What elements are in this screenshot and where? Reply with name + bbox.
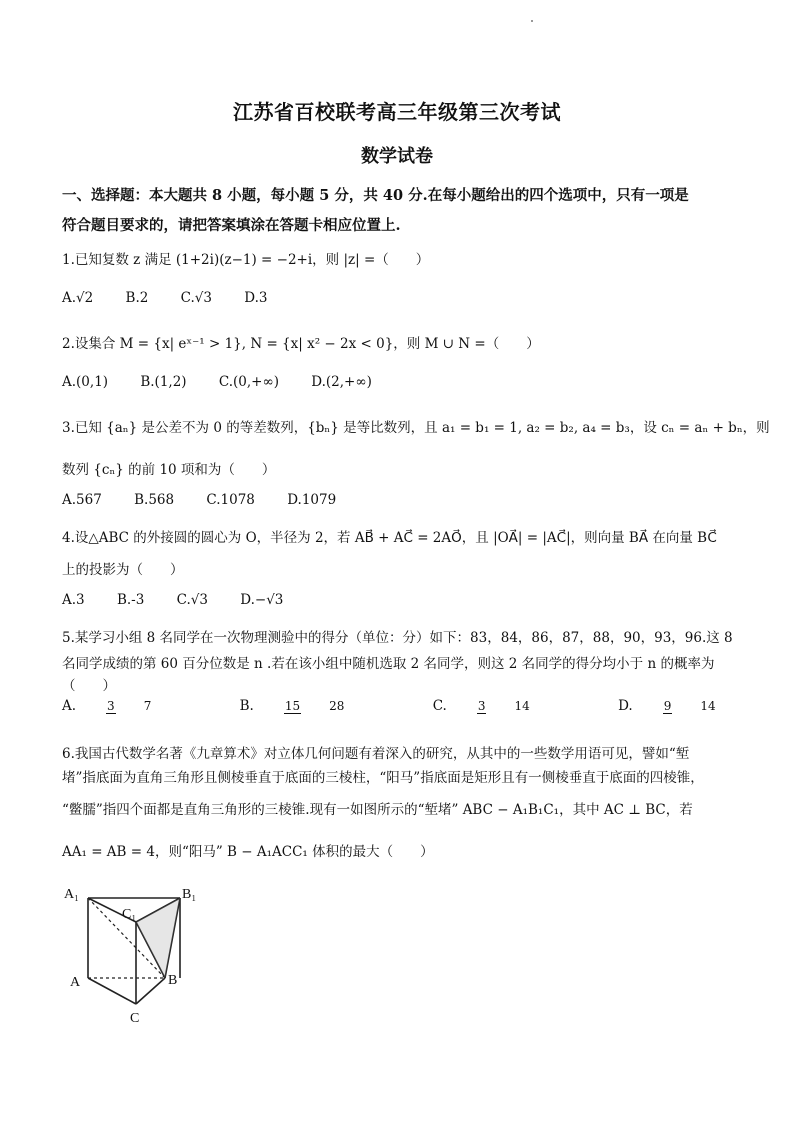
- q4-option-a: A.3: [62, 592, 85, 608]
- exam-subtitle: 数学试卷: [361, 146, 433, 167]
- q2-option-b: B.(1,2): [140, 374, 187, 390]
- label-a: A: [70, 975, 81, 990]
- q5-option-a-fraction: 3 7: [107, 699, 152, 713]
- q5-option-a: A. 3 7: [62, 698, 207, 714]
- q1-option-c: C.√3: [180, 290, 212, 306]
- q5-option-c-fraction: 3 14: [477, 699, 530, 713]
- q1-option-d: D.3: [244, 290, 268, 306]
- q5-option-d-fraction: 9 14: [663, 699, 716, 713]
- q1-option-b: B.2: [125, 290, 149, 306]
- question-1-stem: 1.已知复数 z 满足 (1+2i)(z−1) = −2+i，则 |z| =（ ）: [62, 252, 430, 268]
- q5-option-d: D. 9 14: [618, 698, 772, 714]
- q2-option-c: C.(0,+∞): [218, 374, 279, 390]
- question-4-options: [62, 592, 311, 608]
- question-6-stem-line1: 6.我国古代数学名著《九章算术》对立体几何问题有着深入的研究，从其中的一些数学用语可见，譬如“堑: [62, 746, 690, 762]
- prism-figure: [60, 878, 200, 1028]
- label-b: B: [168, 973, 178, 988]
- label-c1: C₁: [122, 907, 137, 922]
- section-instructions-line2: 符合题目要求的，请把答案填涂在答题卡相应位置上.: [62, 217, 401, 234]
- label-b1: B₁: [182, 887, 197, 902]
- question-4-stem-line2: 上的投影为（ ）: [62, 562, 184, 578]
- edge-a-c: [88, 978, 136, 1004]
- question-4-stem-line1: 4.设△ABC 的外接圆的圆心为 O，半径为 2，若 AB⃗ + AC⃗ = 2AO⃗，且 |OA⃗| = |AC⃗|，则向量 BA⃗ 在向量 BC⃗: [62, 530, 717, 546]
- question-2-options: [62, 374, 400, 390]
- question-1-options: [62, 290, 296, 306]
- question-5-stem-line3: （ ）: [62, 678, 116, 694]
- question-6-stem-line3: “鳖臑”指四个面都是直角三角形的三棱锥.现有一如图所示的“堑堵” ABC − A₁B₁C₁，其中 AC ⊥ BC，若: [62, 802, 693, 818]
- scan-speck: [531, 20, 533, 22]
- q3-option-a: A.567: [62, 492, 102, 508]
- question-3-options: [62, 492, 364, 508]
- q4-option-c: C.√3: [176, 592, 208, 608]
- label-c: C: [130, 1011, 140, 1026]
- q2-option-d: D.(2,+∞): [311, 374, 372, 390]
- question-6-stem-line2: 堵”指底面为直角三角形且侧棱垂直于底面的三棱柱，“阳马”指底面是矩形且有一侧棱垂直于底面的四棱锥，: [62, 770, 704, 786]
- q5-option-b-fraction: 15 28: [284, 699, 345, 713]
- q5-option-c: C. 3 14: [433, 698, 586, 714]
- q1-option-a: A.√2: [62, 290, 94, 306]
- q4-option-d: D.−√3: [240, 592, 284, 608]
- question-5-options: [62, 698, 794, 714]
- exam-title: 江苏省百校联考高三年级第三次考试: [233, 100, 561, 124]
- q4-option-b: B.-3: [116, 592, 145, 608]
- label-a1: A₁: [64, 887, 79, 902]
- section-instructions-line1: 一、选择题：本大题共 8 小题，每小题 5 分，共 40 分.在每小题给出的四个选项中，只有一项是: [62, 187, 689, 204]
- question-5-stem-line2: 名同学成绩的第 60 百分位数是 n .若在该小组中随机选取 2 名同学，则这 2 名同学的得分均小于 n 的概率为: [62, 656, 715, 672]
- q5-option-b: B. 15 28: [240, 698, 401, 714]
- q3-option-b: B.568: [134, 492, 175, 508]
- edge-c-b: [136, 978, 165, 1004]
- q3-option-d: D.1079: [287, 492, 337, 508]
- question-3-stem-line2: 数列 {cₙ} 的前 10 项和为（ ）: [62, 462, 276, 478]
- q3-option-c: C.1078: [206, 492, 255, 508]
- question-3-stem-line1: 3.已知 {aₙ} 是公差不为 0 的等差数列，{bₙ} 是等比数列，且 a₁ = b₁ = 1, a₂ = b₂, a₄ = b₃，设 cₙ = aₙ + bₙ，则: [62, 420, 770, 436]
- question-5-stem-line1: 5.某学习小组 8 名同学在一次物理测验中的得分（单位：分）如下：83，84，86，87，88，90，93，96.这 8: [62, 630, 733, 646]
- q2-option-a: A.(0,1): [62, 374, 109, 390]
- question-2-stem: 2.设集合 M = {x| eˣ⁻¹ > 1}, N = {x| x² − 2x < 0}，则 M ∪ N =（ ）: [62, 336, 540, 352]
- question-6-stem-line4: AA₁ = AB = 4，则“阳马” B − A₁ACC₁ 体积的最大（ ）: [62, 844, 434, 860]
